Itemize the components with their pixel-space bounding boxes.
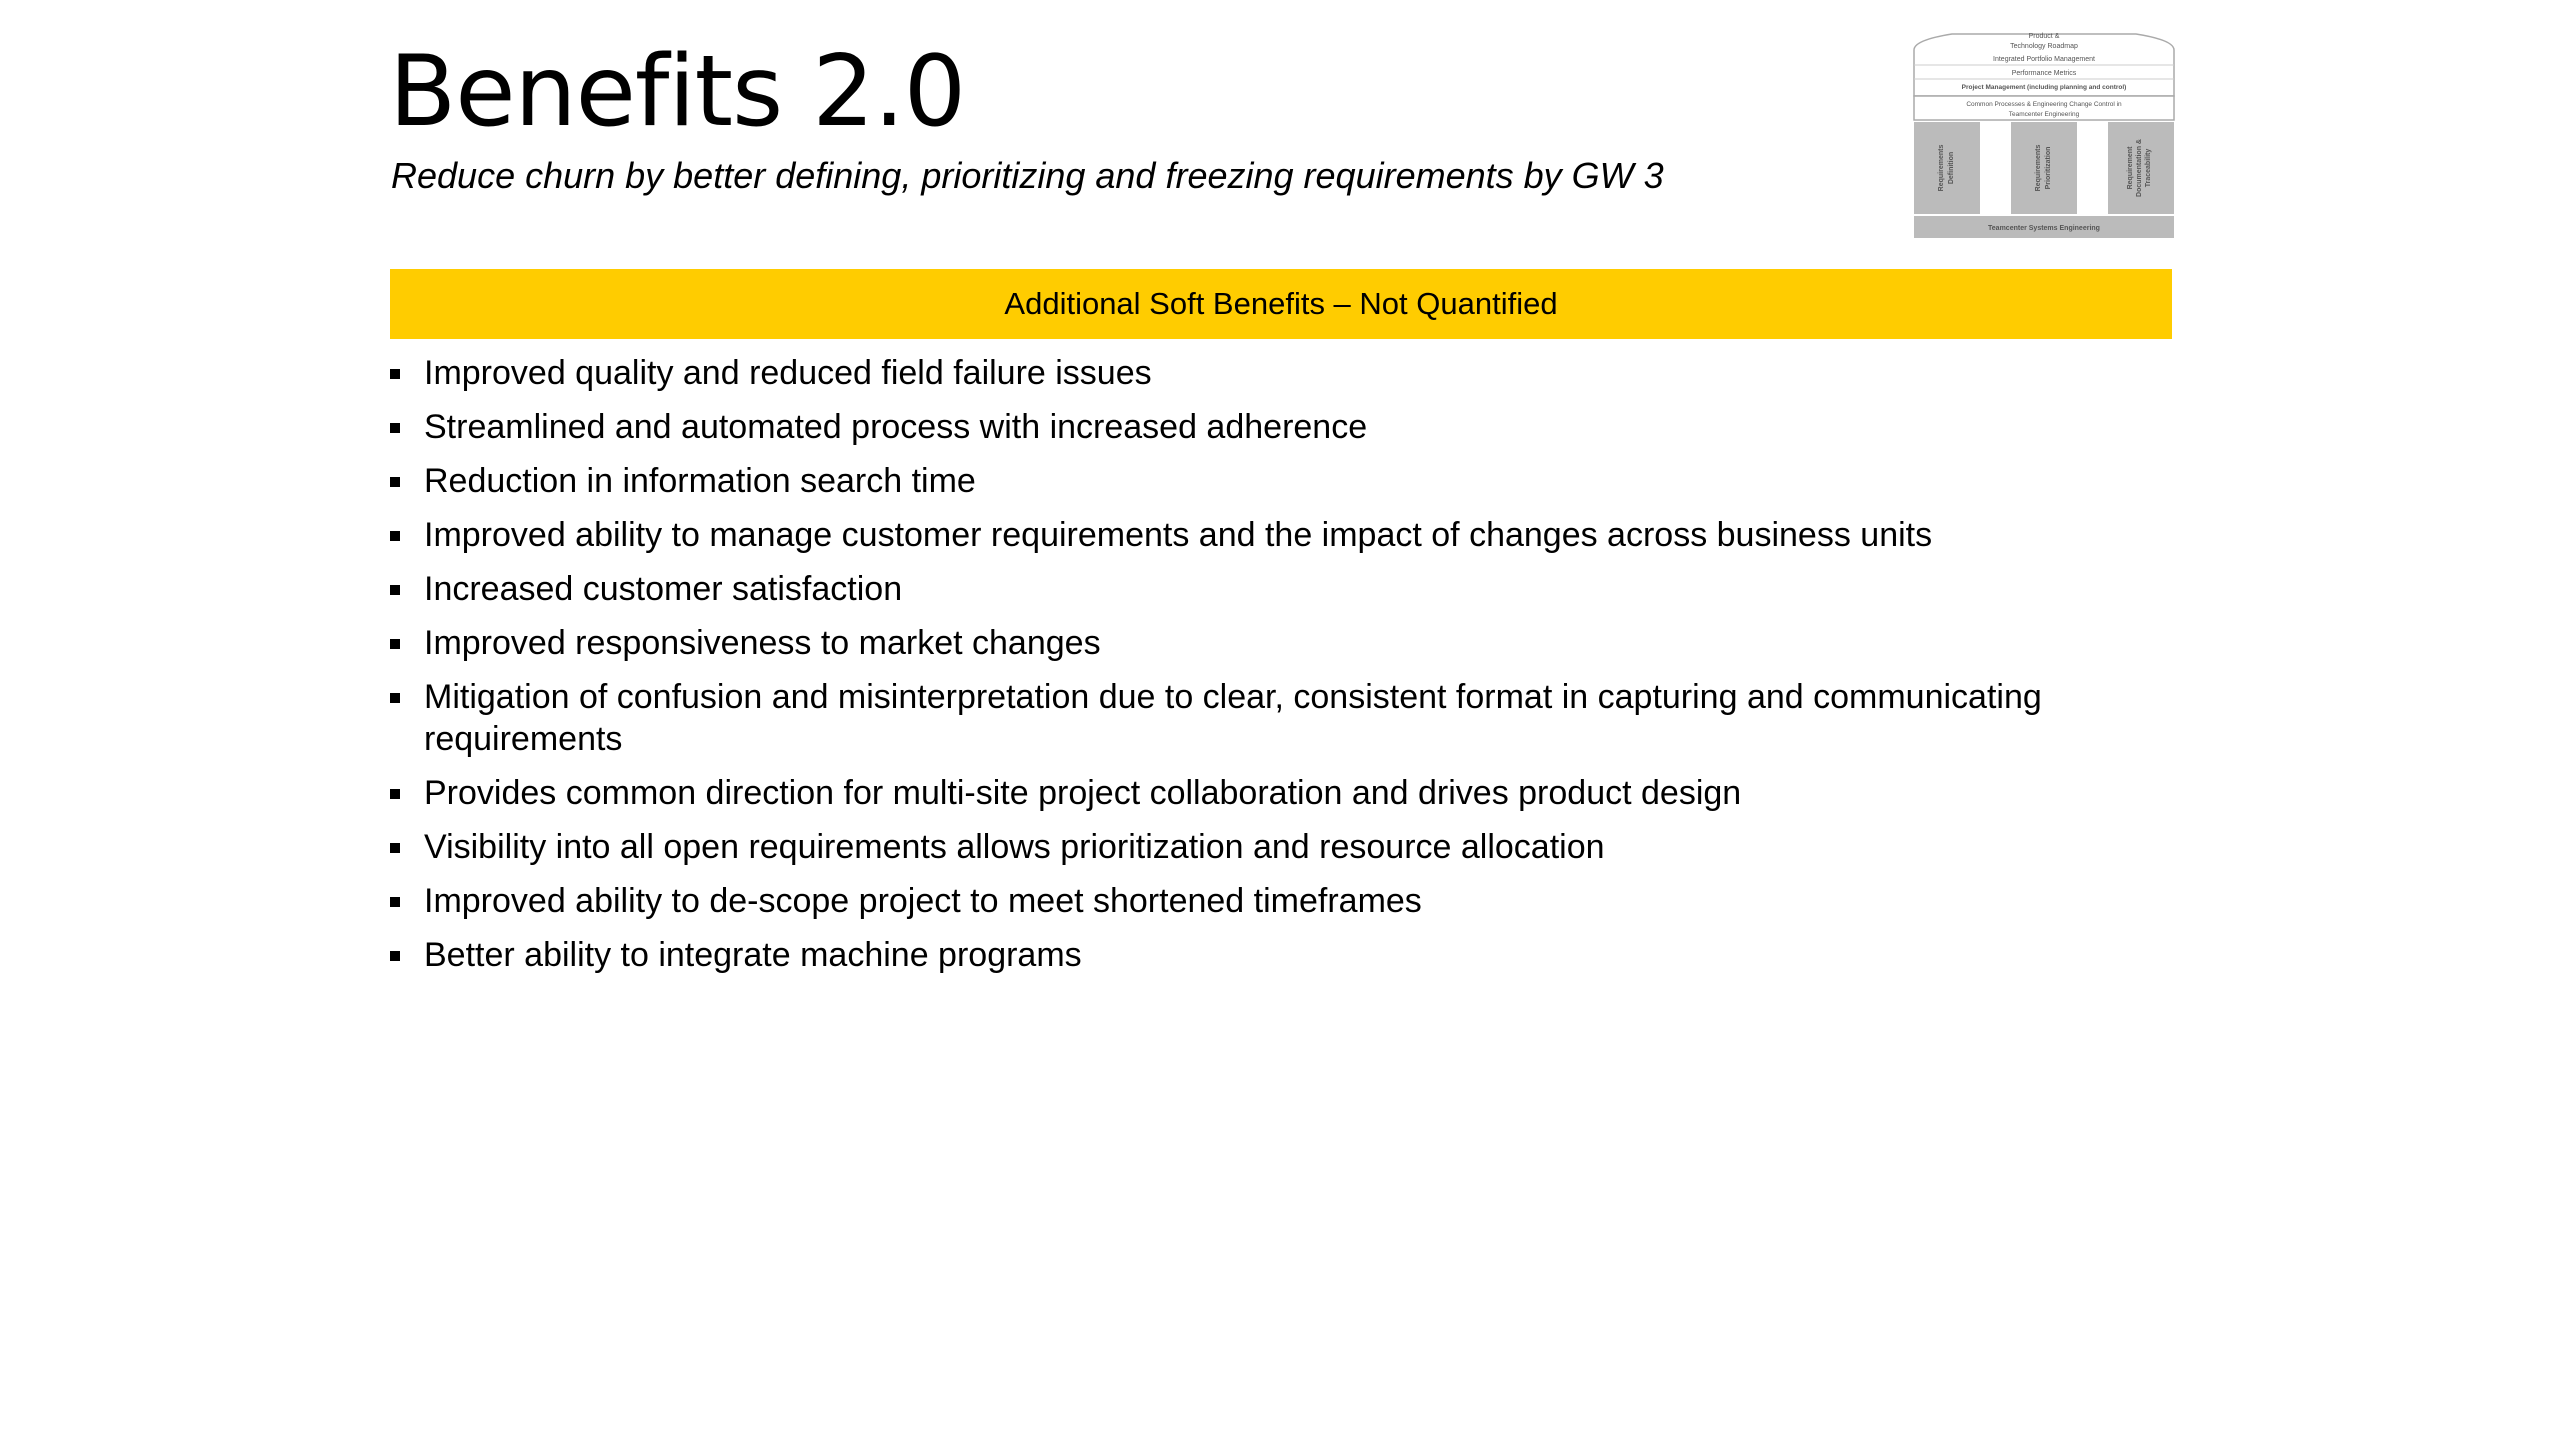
square-bullet-icon	[390, 531, 400, 541]
common-layer-line-1: Common Processes & Engineering Change Control in	[1966, 101, 2122, 108]
banner-label: Additional Soft Benefits – Not Quantified	[1004, 286, 1558, 321]
pillar-requirements-definition	[1914, 122, 1980, 214]
pillar-2-line-2: Prioritization	[2045, 146, 2052, 190]
roof-line-1: Product &	[2028, 33, 2060, 40]
list-item	[390, 676, 2090, 760]
list-item	[390, 514, 2090, 556]
square-bullet-icon	[390, 585, 400, 595]
page-subtitle: Reduce churn by better defining, prioritizing and freezing requirements by GW 3	[391, 155, 1664, 196]
list-item	[390, 772, 2090, 814]
square-bullet-icon	[390, 897, 400, 907]
square-bullet-icon	[390, 477, 400, 487]
pillar-1-line-2: Definition	[1948, 151, 1955, 185]
square-bullet-icon	[390, 693, 400, 703]
list-item	[390, 568, 2090, 610]
square-bullet-icon	[390, 639, 400, 649]
common-layer-line-2: Teamcenter Engineering	[2008, 111, 2080, 118]
house-diagram-svg	[1912, 30, 2176, 240]
square-bullet-icon	[390, 843, 400, 853]
benefit-text: Improved quality and reduced field failure issues	[424, 354, 1152, 392]
list-item	[390, 460, 2090, 502]
list-item	[390, 622, 2090, 664]
pillar-1-line-1: Requirements	[1938, 144, 1945, 192]
list-item	[390, 352, 2090, 394]
page-title: Benefits 2.0	[389, 35, 966, 149]
benefit-text: Streamlined and automated process with increased adherence	[424, 408, 1368, 446]
base-label: Teamcenter Systems Engineering	[1988, 225, 2100, 232]
roof-line-2: Technology Roadmap	[2010, 43, 2078, 50]
framework-house-diagram	[1912, 30, 2176, 240]
list-item	[390, 406, 2090, 448]
square-bullet-icon	[390, 423, 400, 433]
tier-metrics: Performance Metrics	[2011, 70, 2077, 77]
square-bullet-icon	[390, 789, 400, 799]
tier-project-management: Project Management (including planning and control)	[1961, 84, 2127, 91]
benefit-text: Visibility into all open requirements allows prioritization and resource allocation	[424, 828, 1605, 866]
pillar-3-line-2: Documentation &	[2136, 139, 2143, 197]
benefit-text: Mitigation of confusion and misinterpretation due to clear, consistent format in capturing and communicating requirements	[424, 678, 2042, 758]
benefit-text: Improved ability to de-scope project to meet shortened timeframes	[424, 882, 1422, 920]
tier-portfolio: Integrated Portfolio Management	[1993, 56, 2095, 63]
list-item	[390, 826, 2090, 868]
pillar-requirements-prioritization	[2011, 122, 2077, 214]
benefit-text: Improved responsiveness to market changes	[424, 624, 1101, 662]
pillar-2-line-1: Requirements	[2035, 144, 2042, 192]
pillar-3-line-3: Traceability	[2145, 148, 2152, 188]
square-bullet-icon	[390, 369, 400, 379]
square-bullet-icon	[390, 951, 400, 961]
list-item	[390, 880, 2090, 922]
benefits-list	[390, 352, 2090, 988]
soft-benefits-banner	[390, 269, 2172, 339]
pillar-3-line-1: Requirement	[2127, 146, 2134, 190]
benefit-text: Reduction in information search time	[424, 462, 976, 500]
benefit-text: Provides common direction for multi-site project collaboration and drives product design	[424, 774, 1742, 812]
benefit-text: Better ability to integrate machine programs	[424, 936, 1082, 974]
benefit-text: Increased customer satisfaction	[424, 570, 903, 608]
benefit-text: Improved ability to manage customer requirements and the impact of changes across business units	[424, 516, 1933, 554]
list-item	[390, 934, 2090, 976]
